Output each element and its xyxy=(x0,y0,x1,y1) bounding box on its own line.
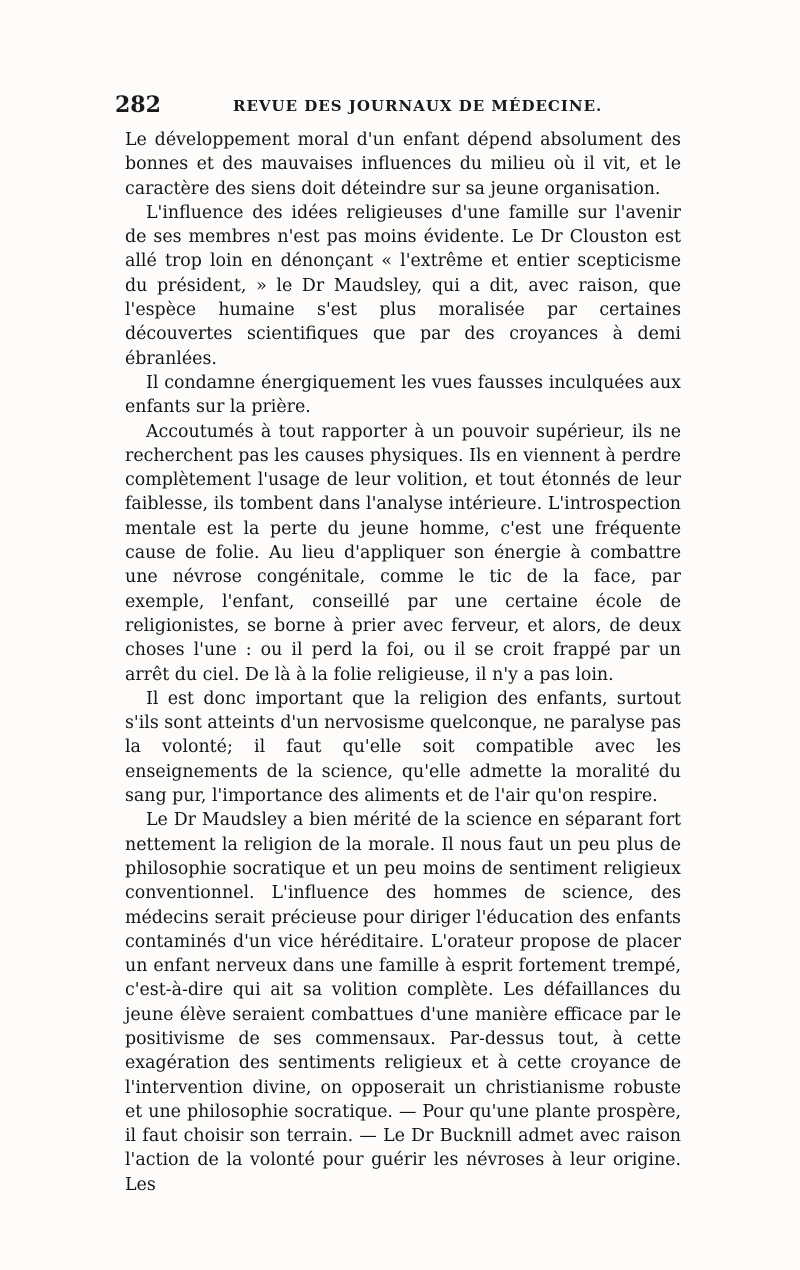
running-title: REVUE DES JOURNAUX DE MÉDECINE. xyxy=(233,97,603,115)
body-text xyxy=(125,128,681,1197)
paragraph: Le Dr Maudsley a bien mérité de la science en séparant fort nettement la religion de la morale. Il nous faut un peu plus de philosophie socratique et un peu moins de sentiment religieux conventionnel. L'influence des hommes de science, des médecins serait précieuse pour diriger l'éducation des enfants contaminés d'un vice héréditaire. L'orateur propose de placer un enfant nerveux dans une famille à esprit fortement trempé, c'est-à-dire qui ait sa volition complète. Les défaillances du jeune élève seraient combattues d'une manière efficace par le positivisme de ses commensaux. Par-dessus tout, à cette exagération des sentiments religieux et à cette croyance de l'intervention divine, on opposerait un christianisme robuste et une philosophie socratique. — Pour qu'une plante prospère, il faut choisir son terrain. — Le Dr Bucknill admet avec raison l'action de la volonté pour guérir les névroses à leur origine. Les xyxy=(125,810,681,1195)
paragraph: Le développement moral d'un enfant dépend absolument des bonnes et des mauvaises influences du milieu où il vit, et le caractère des siens doit déteindre sur sa jeune organisation. xyxy=(125,130,681,199)
page-number: 282 xyxy=(115,92,161,118)
paragraph: Accoutumés à tout rapporter à un pouvoir supérieur, ils ne recherchent pas les causes physiques. Ils en viennent à perdre complètement l'usage de leur volition, et tout étonnés de leur faiblesse, ils tombent dans l'analyse intérieure. L'introspection mentale est la perte du jeune homme, c'est une fréquente cause de folie. Au lieu d'appliquer son énergie à combattre une névrose congénitale, comme le tic de la face, par exemple, l'enfant, conseillé par une certaine école de religionistes, se borne à prier avec ferveur, et alors, de deux choses l'une : ou il perd la foi, ou il se croit frappé par un arrêt du ciel. De là à la folie religieuse, il n'y a pas loin. xyxy=(125,421,681,685)
paragraph: Il condamne énergiquement les vues fausses inculquées aux enfants sur la prière. xyxy=(125,372,681,418)
page-header xyxy=(115,92,685,122)
paragraph: Il est donc important que la religion des enfants, surtout s'ils sont atteints d'un nervosisme quelconque, ne paralyse pas la volonté; il faut qu'elle soit compatible avec les enseignements de la science, qu'elle admette la moralité du sang pur, l'importance des aliments et de l'air qu'on respire. xyxy=(125,688,681,807)
paragraph: L'influence des idées religieuses d'une famille sur l'avenir de ses membres n'est pas moins évidente. Le Dr Clouston est allé trop loin en dénonçant « l'extrême et entier scepticisme du président, » le Dr Maudsley, qui a dit, avec raison, que l'espèce humaine s'est plus moralisée par certaines découvertes scientifiques que par des croyances à demi ébranlées. xyxy=(125,202,681,369)
